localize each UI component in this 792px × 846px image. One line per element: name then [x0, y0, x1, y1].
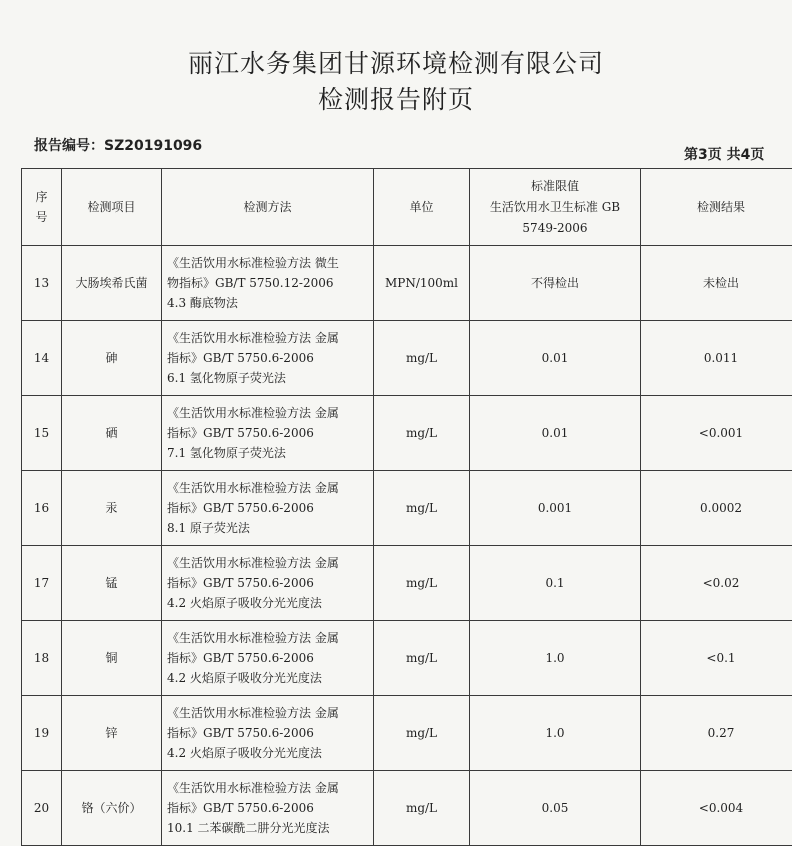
cell-limit: 不得检出	[470, 246, 641, 321]
cell-item: 汞	[62, 471, 162, 546]
cell-method	[162, 246, 374, 321]
header-result: 检测结果	[641, 169, 792, 246]
cell-item: 铜	[62, 621, 162, 696]
report-number-value: SZ20191096	[104, 138, 202, 154]
cell-result: <0.001	[641, 396, 792, 471]
header-limit-line3: 5749-2006	[474, 218, 636, 239]
cell-seq: 16	[22, 471, 62, 546]
header-limit-line1: 标准限值	[474, 176, 636, 197]
header-seq	[22, 169, 62, 246]
cell-method-line: 指标》GB/T 5750.6-2006	[167, 723, 369, 743]
cell-method-line: 10.1 二苯碳酰二肼分光光度法	[167, 818, 369, 838]
header-seq-line2: 号	[26, 207, 57, 227]
cell-method	[162, 396, 374, 471]
header-limit	[470, 169, 641, 246]
cell-seq: 20	[22, 771, 62, 846]
table-row	[22, 321, 792, 396]
report-number-label: 报告编号：	[34, 138, 104, 154]
company-title: 丽江水务集团甘源环境检测有限公司	[0, 44, 792, 80]
cell-result: <0.02	[641, 546, 792, 621]
cell-method-line: 指标》GB/T 5750.6-2006	[167, 798, 369, 818]
cell-item: 锌	[62, 696, 162, 771]
cell-limit: 0.01	[470, 396, 641, 471]
table-row	[22, 771, 792, 846]
cell-unit: mg/L	[374, 471, 470, 546]
cell-seq: 13	[22, 246, 62, 321]
cell-limit: 1.0	[470, 621, 641, 696]
cell-method-line: 7.1 氢化物原子荧光法	[167, 443, 369, 463]
cell-result: 0.011	[641, 321, 792, 396]
cell-method	[162, 771, 374, 846]
table-row	[22, 246, 792, 321]
cell-method-line: 《生活饮用水标准检验方法 金属	[167, 703, 369, 723]
cell-result: 0.0002	[641, 471, 792, 546]
cell-unit: mg/L	[374, 771, 470, 846]
cell-method-line: 指标》GB/T 5750.6-2006	[167, 498, 369, 518]
cell-method-line: 物指标》GB/T 5750.12-2006	[167, 273, 369, 293]
cell-method-line: 《生活饮用水标准检验方法 金属	[167, 778, 369, 798]
cell-item: 大肠埃希氏菌	[62, 246, 162, 321]
cell-item: 铬（六价）	[62, 771, 162, 846]
cell-seq: 19	[22, 696, 62, 771]
cell-seq: 17	[22, 546, 62, 621]
cell-method-line: 《生活饮用水标准检验方法 金属	[167, 628, 369, 648]
header-unit: 单位	[374, 169, 470, 246]
cell-limit: 1.0	[470, 696, 641, 771]
header-item: 检测项目	[62, 169, 162, 246]
cell-seq: 14	[22, 321, 62, 396]
cell-limit: 0.001	[470, 471, 641, 546]
cell-method-line: 《生活饮用水标准检验方法 微生	[167, 253, 369, 273]
cell-unit: mg/L	[374, 396, 470, 471]
cell-unit: MPN/100ml	[374, 246, 470, 321]
cell-method	[162, 621, 374, 696]
cell-method	[162, 696, 374, 771]
cell-result: <0.004	[641, 771, 792, 846]
cell-method-line: 4.3 酶底物法	[167, 293, 369, 313]
cell-seq: 15	[22, 396, 62, 471]
cell-method-line: 《生活饮用水标准检验方法 金属	[167, 553, 369, 573]
cell-method-line: 《生活饮用水标准检验方法 金属	[167, 328, 369, 348]
cell-result: 未检出	[641, 246, 792, 321]
cell-method-line: 《生活饮用水标准检验方法 金属	[167, 478, 369, 498]
cell-method-line: 4.2 火焰原子吸收分光光度法	[167, 593, 369, 613]
table-row	[22, 396, 792, 471]
header-limit-line2: 生活饮用水卫生标准 GB	[474, 197, 636, 218]
cell-item: 锰	[62, 546, 162, 621]
table-row	[22, 471, 792, 546]
cell-result: 0.27	[641, 696, 792, 771]
cell-method-line: 8.1 原子荧光法	[167, 518, 369, 538]
cell-method	[162, 471, 374, 546]
cell-unit: mg/L	[374, 696, 470, 771]
cell-method-line: 《生活饮用水标准检验方法 金属	[167, 403, 369, 423]
header-method: 检测方法	[162, 169, 374, 246]
cell-unit: mg/L	[374, 321, 470, 396]
table-row	[22, 546, 792, 621]
cell-seq: 18	[22, 621, 62, 696]
cell-item: 硒	[62, 396, 162, 471]
cell-method	[162, 546, 374, 621]
cell-method	[162, 321, 374, 396]
table-row	[22, 621, 792, 696]
header-seq-line1: 序	[26, 187, 57, 207]
table-header-row	[22, 169, 792, 246]
cell-method-line: 6.1 氢化物原子荧光法	[167, 368, 369, 388]
cell-unit: mg/L	[374, 621, 470, 696]
cell-method-line: 4.2 火焰原子吸收分光光度法	[167, 743, 369, 763]
cell-method-line: 指标》GB/T 5750.6-2006	[167, 573, 369, 593]
cell-limit: 0.1	[470, 546, 641, 621]
page-indicator: 第3页 共4页	[684, 144, 764, 164]
cell-limit: 0.01	[470, 321, 641, 396]
cell-unit: mg/L	[374, 546, 470, 621]
cell-limit: 0.05	[470, 771, 641, 846]
table-row	[22, 696, 792, 771]
cell-method-line: 指标》GB/T 5750.6-2006	[167, 348, 369, 368]
report-number	[34, 135, 202, 155]
cell-result: <0.1	[641, 621, 792, 696]
cell-item: 砷	[62, 321, 162, 396]
report-subtitle: 检测报告附页	[0, 80, 792, 116]
cell-method-line: 4.2 火焰原子吸收分光光度法	[167, 668, 369, 688]
results-table	[21, 168, 792, 846]
cell-method-line: 指标》GB/T 5750.6-2006	[167, 423, 369, 443]
cell-method-line: 指标》GB/T 5750.6-2006	[167, 648, 369, 668]
